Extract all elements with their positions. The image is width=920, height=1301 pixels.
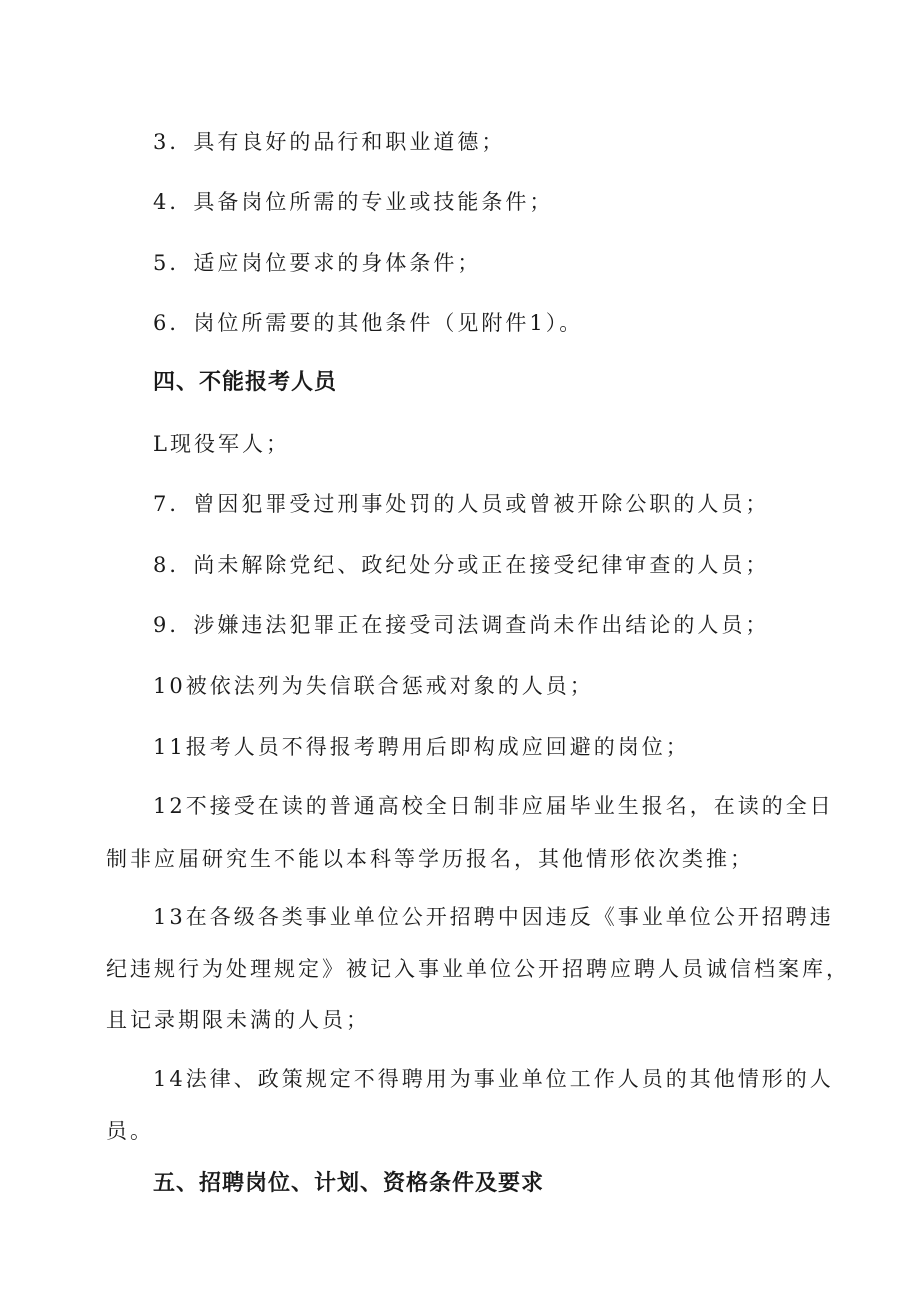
list-item-9: 9．涉嫌违法犯罪正在接受司法调查尚未作出结论的人员； bbox=[153, 613, 770, 637]
list-item-13-continued: 纪违规行为处理规定》被记入事业单位公开招聘应聘人员诚信档案库， bbox=[106, 957, 850, 981]
section-heading-4: 四、不能报考人员 bbox=[153, 370, 338, 395]
list-item-13: 13在各级各类事业单位公开招聘中因违反《事业单位公开招聘违 bbox=[153, 905, 834, 929]
list-item-1: L现役军人； bbox=[153, 432, 290, 456]
list-item-13-continued-2: 且记录期限未满的人员； bbox=[106, 1008, 370, 1032]
list-item-3: 3．具有良好的品行和职业道德； bbox=[153, 130, 506, 154]
list-item-14: 14法律、政策规定不得聘用为事业单位工作人员的其他情形的人 bbox=[153, 1067, 834, 1091]
list-item-7: 7．曾因犯罪受过刑事处罚的人员或曾被开除公职的人员； bbox=[153, 492, 770, 516]
list-item-10: 10被依法列为失信联合惩戒对象的人员； bbox=[153, 674, 594, 698]
list-item-4: 4．具备岗位所需的专业或技能条件； bbox=[153, 190, 554, 214]
list-item-8: 8．尚未解除党纪、政纪处分或正在接受纪律审查的人员； bbox=[153, 553, 770, 577]
list-item-14-continued: 员。 bbox=[106, 1119, 154, 1143]
list-item-11: 11报考人员不得报考聘用后即构成应回避的岗位； bbox=[153, 735, 690, 759]
section-heading-5: 五、招聘岗位、计划、资格条件及要求 bbox=[153, 1171, 545, 1196]
list-item-12-continued: 制非应届研究生不能以本科等学历报名，其他情形依次类推； bbox=[106, 847, 754, 871]
list-item-6: 6．岗位所需要的其他条件（见附件1）。 bbox=[153, 311, 584, 335]
list-item-12: 12不接受在读的普通高校全日制非应届毕业生报名，在读的全日 bbox=[153, 794, 834, 818]
list-item-5: 5．适应岗位要求的身体条件； bbox=[153, 251, 482, 275]
